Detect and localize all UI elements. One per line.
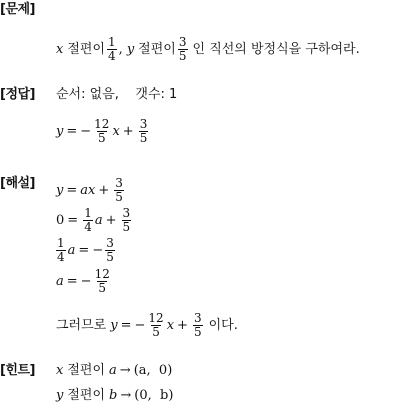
problem-statement <box>56 36 360 63</box>
y-intercept-label: 절편이 <box>138 41 176 57</box>
denominator: 5 <box>98 281 107 295</box>
fraction <box>147 312 164 339</box>
hint-line-2 <box>56 388 173 404</box>
y-variable: y <box>126 41 135 57</box>
b-variable: b <box>109 388 118 403</box>
denominator: 5 <box>97 131 106 145</box>
solution-line-1 <box>56 177 126 204</box>
numerator: 12 <box>94 267 110 281</box>
equals: = <box>67 212 79 228</box>
plus: + <box>98 182 110 198</box>
lhs: y <box>56 123 64 139</box>
fraction <box>105 237 115 264</box>
a-variable: a <box>94 212 103 228</box>
denominator: 5 <box>152 325 160 339</box>
numerator: 1 <box>108 35 116 49</box>
intercept-fraction <box>139 118 149 145</box>
point: (0, b) <box>134 388 174 403</box>
denominator: 5 <box>115 190 123 204</box>
answer-meta-text: 순서: 없음, 갯수: 1 <box>56 87 178 102</box>
denominator: 4 <box>84 220 92 234</box>
fraction <box>56 237 66 264</box>
fraction <box>122 207 132 234</box>
equals: = <box>78 242 90 258</box>
fraction <box>193 312 203 339</box>
a-variable: a <box>109 363 117 378</box>
fraction <box>94 268 111 295</box>
solution-header: [해설] <box>0 176 35 191</box>
plus: + <box>122 123 134 139</box>
numerator: 3 <box>139 117 148 131</box>
denominator: 5 <box>193 325 202 339</box>
hint-header: [힌트] <box>0 363 35 378</box>
equals: = <box>120 317 132 333</box>
equals: = <box>66 273 78 289</box>
minus-sign: − <box>80 123 92 139</box>
numerator: 1 <box>84 206 92 220</box>
hint-line-1 <box>56 363 172 379</box>
denominator: 5 <box>178 49 187 63</box>
numerator: 3 <box>106 236 114 250</box>
arrow-icon: → <box>119 363 131 378</box>
x-variable: x <box>56 41 64 57</box>
solution-line-2 <box>56 207 133 234</box>
x-intercept-label: 절편이 <box>67 41 106 57</box>
conclusion-suffix: 이다. <box>208 317 238 333</box>
intercept-label: 절편이 <box>67 388 106 403</box>
fraction <box>114 177 124 204</box>
solution-conclusion <box>56 312 238 339</box>
numerator: 12 <box>148 311 164 325</box>
numerator: 12 <box>94 117 110 131</box>
denominator: 4 <box>57 250 65 264</box>
a-variable: a <box>56 273 64 289</box>
x-intercept-fraction <box>107 36 117 63</box>
plus: + <box>105 212 117 228</box>
denominator: 4 <box>108 49 116 63</box>
equals: = <box>66 123 78 139</box>
answer-meta <box>56 87 177 103</box>
y-variable: y <box>56 388 64 403</box>
solution-line-3 <box>56 237 117 264</box>
answer-equation <box>56 118 150 145</box>
x-variable: x <box>112 123 120 139</box>
conclusion-prefix: 그러므로 <box>56 317 107 333</box>
minus-sign: − <box>92 242 104 258</box>
minus-sign: − <box>80 273 92 289</box>
ax-term: ax <box>80 182 96 198</box>
numerator: 1 <box>57 236 65 250</box>
numerator: 3 <box>178 35 187 49</box>
lhs: y <box>110 317 118 333</box>
separator: , <box>118 41 123 57</box>
lhs: 0 <box>56 212 65 228</box>
point: (a, 0) <box>133 363 173 378</box>
x-variable: x <box>56 363 64 378</box>
denominator: 5 <box>106 250 114 264</box>
intercept-label: 절편이 <box>67 363 106 378</box>
fraction <box>83 207 93 234</box>
lhs: y <box>56 182 64 198</box>
numerator: 3 <box>122 206 131 220</box>
y-intercept-fraction <box>178 36 188 63</box>
a-variable: a <box>67 242 76 258</box>
plus: + <box>177 317 188 333</box>
solution-line-4 <box>56 268 113 295</box>
slope-fraction <box>93 118 110 145</box>
x-variable: x <box>166 317 175 333</box>
answer-header: [정답] <box>0 87 35 102</box>
arrow-icon: → <box>120 388 132 403</box>
problem-header: [문제] <box>0 2 35 17</box>
denominator: 5 <box>122 220 131 234</box>
minus-sign: − <box>134 317 146 333</box>
problem-tail: 인 직선의 방정식을 구하여라. <box>192 41 360 57</box>
numerator: 3 <box>193 311 202 325</box>
numerator: 3 <box>115 176 123 190</box>
denominator: 5 <box>139 131 148 145</box>
equals: = <box>66 182 78 198</box>
